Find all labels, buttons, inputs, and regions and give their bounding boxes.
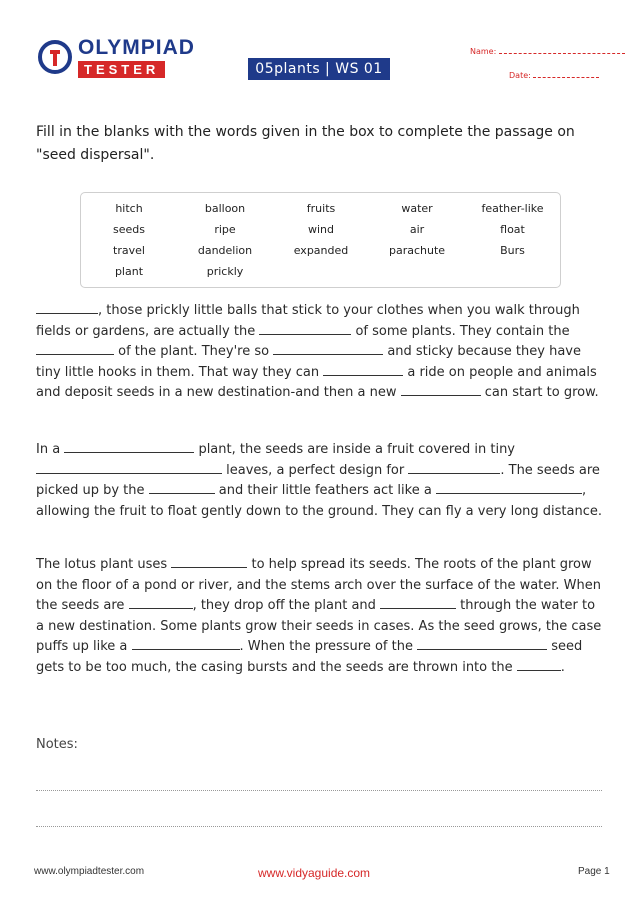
- notes-line[interactable]: [36, 790, 602, 791]
- word-box-item: hitch: [115, 202, 143, 215]
- fill-in-blank[interactable]: [132, 637, 240, 650]
- fill-in-blank[interactable]: [401, 383, 481, 396]
- passage-text: of the plant. They're so: [114, 344, 274, 359]
- date-field[interactable]: [509, 71, 599, 80]
- passage-text: can start to grow.: [480, 385, 599, 400]
- footer-website-left[interactable]: www.olympiadtester.com: [34, 866, 145, 877]
- fill-in-blank[interactable]: [408, 461, 500, 474]
- logo-emblem-icon: [38, 40, 72, 74]
- logo-text-bottom: TESTER: [78, 61, 165, 78]
- logo-text-top: OLYMPIAD: [78, 36, 195, 59]
- passage-text: through the water to a new destination. Some plants grow their seeds in cases. As the seed grows, the case puffs up like a: [36, 598, 602, 654]
- name-label: Name:: [470, 47, 497, 56]
- fill-in-blank[interactable]: [171, 555, 247, 568]
- footer-website-center[interactable]: www.vidyaguide.com: [258, 866, 371, 880]
- word-box-item: wind: [307, 223, 334, 236]
- passage-paragraph-dandelion: [36, 440, 602, 522]
- date-underline: [533, 71, 599, 78]
- word-box-item: parachute: [388, 244, 446, 257]
- fill-in-blank[interactable]: [36, 301, 98, 314]
- passage-text: and sticky because they have tiny little hooks in them. That way they can: [36, 344, 581, 380]
- page-number: Page 1: [578, 866, 610, 877]
- notes-line[interactable]: [36, 826, 602, 827]
- fill-in-blank[interactable]: [323, 363, 403, 376]
- word-box-item: dandelion: [197, 244, 253, 257]
- passage-text: . When the pressure of the: [239, 639, 418, 654]
- fill-in-blank[interactable]: [380, 596, 456, 609]
- passage-text: The lotus plant uses: [36, 557, 172, 572]
- fill-in-blank[interactable]: [417, 637, 547, 650]
- fill-in-blank[interactable]: [64, 440, 194, 453]
- word-box-item: feather-like: [481, 202, 544, 215]
- fill-in-blank[interactable]: [36, 461, 222, 474]
- fill-in-blank[interactable]: [129, 596, 193, 609]
- passage-text: a ride on people and animals and deposit seeds in a new destination-and then a new: [36, 364, 597, 400]
- passage-text: , they drop off the plant and: [192, 598, 381, 613]
- word-box-item: fruits: [306, 202, 336, 215]
- passage-text: In a: [36, 442, 65, 457]
- passage-text: leaves, a perfect design for: [222, 462, 409, 478]
- fill-in-blank[interactable]: [149, 481, 215, 494]
- fill-in-blank[interactable]: [273, 342, 383, 355]
- word-box-item: air: [409, 223, 425, 236]
- passage-text: , those prickly little balls that stick to your clothes when you walk through fields or gardens, are actually the: [36, 303, 580, 339]
- word-box: [80, 192, 561, 288]
- passage-text: .: [560, 659, 565, 675]
- word-box-item: expanded: [293, 244, 349, 257]
- passage-text: and their little feathers act like a: [214, 483, 436, 498]
- word-box-item: plant: [114, 265, 144, 278]
- passage-text: , allowing the fruit to float gently down to the ground. They can fly a very long distance.: [36, 483, 603, 519]
- word-box-item: travel: [113, 244, 145, 257]
- passage-paragraph-burs: [36, 301, 602, 404]
- date-label: Date:: [509, 71, 531, 80]
- olympiad-tester-logo: [38, 36, 195, 86]
- worksheet-title: 05plants | WS 01: [248, 58, 390, 80]
- word-box-item: seeds: [113, 223, 145, 236]
- passage-paragraph-lotus: [36, 555, 602, 678]
- name-field[interactable]: [470, 47, 625, 56]
- fill-in-blank[interactable]: [36, 342, 114, 355]
- fill-in-blank[interactable]: [517, 658, 561, 671]
- word-box-item: water: [401, 202, 433, 215]
- word-grid: [81, 201, 560, 279]
- passage-text: . The seeds are picked up by the: [36, 462, 600, 498]
- word-box-item: Burs: [500, 244, 525, 257]
- passage-text: of some plants. They contain the: [351, 323, 570, 339]
- passage-text: to help spread its seeds. The roots of the plant grow on the floor of a pond or river, and the stems arch over the surface of the water. When the seeds are: [36, 557, 602, 613]
- fill-in-blank[interactable]: [259, 322, 351, 335]
- fill-in-blank[interactable]: [436, 481, 582, 494]
- instruction-text: Fill in the blanks with the words given in the box to complete the passage on "seed dispersal".: [36, 124, 575, 163]
- notes-label: Notes:: [36, 737, 78, 752]
- word-box-item: ripe: [214, 223, 236, 236]
- name-underline: [499, 47, 625, 54]
- word-box-item: balloon: [204, 202, 246, 215]
- word-box-item: prickly: [206, 265, 244, 278]
- passage-text: seed gets to be too much, the casing bursts and the seeds are thrown into the: [36, 639, 583, 675]
- passage-text: plant, the seeds are inside a fruit covered in tiny: [194, 442, 516, 457]
- word-box-item: float: [500, 223, 525, 236]
